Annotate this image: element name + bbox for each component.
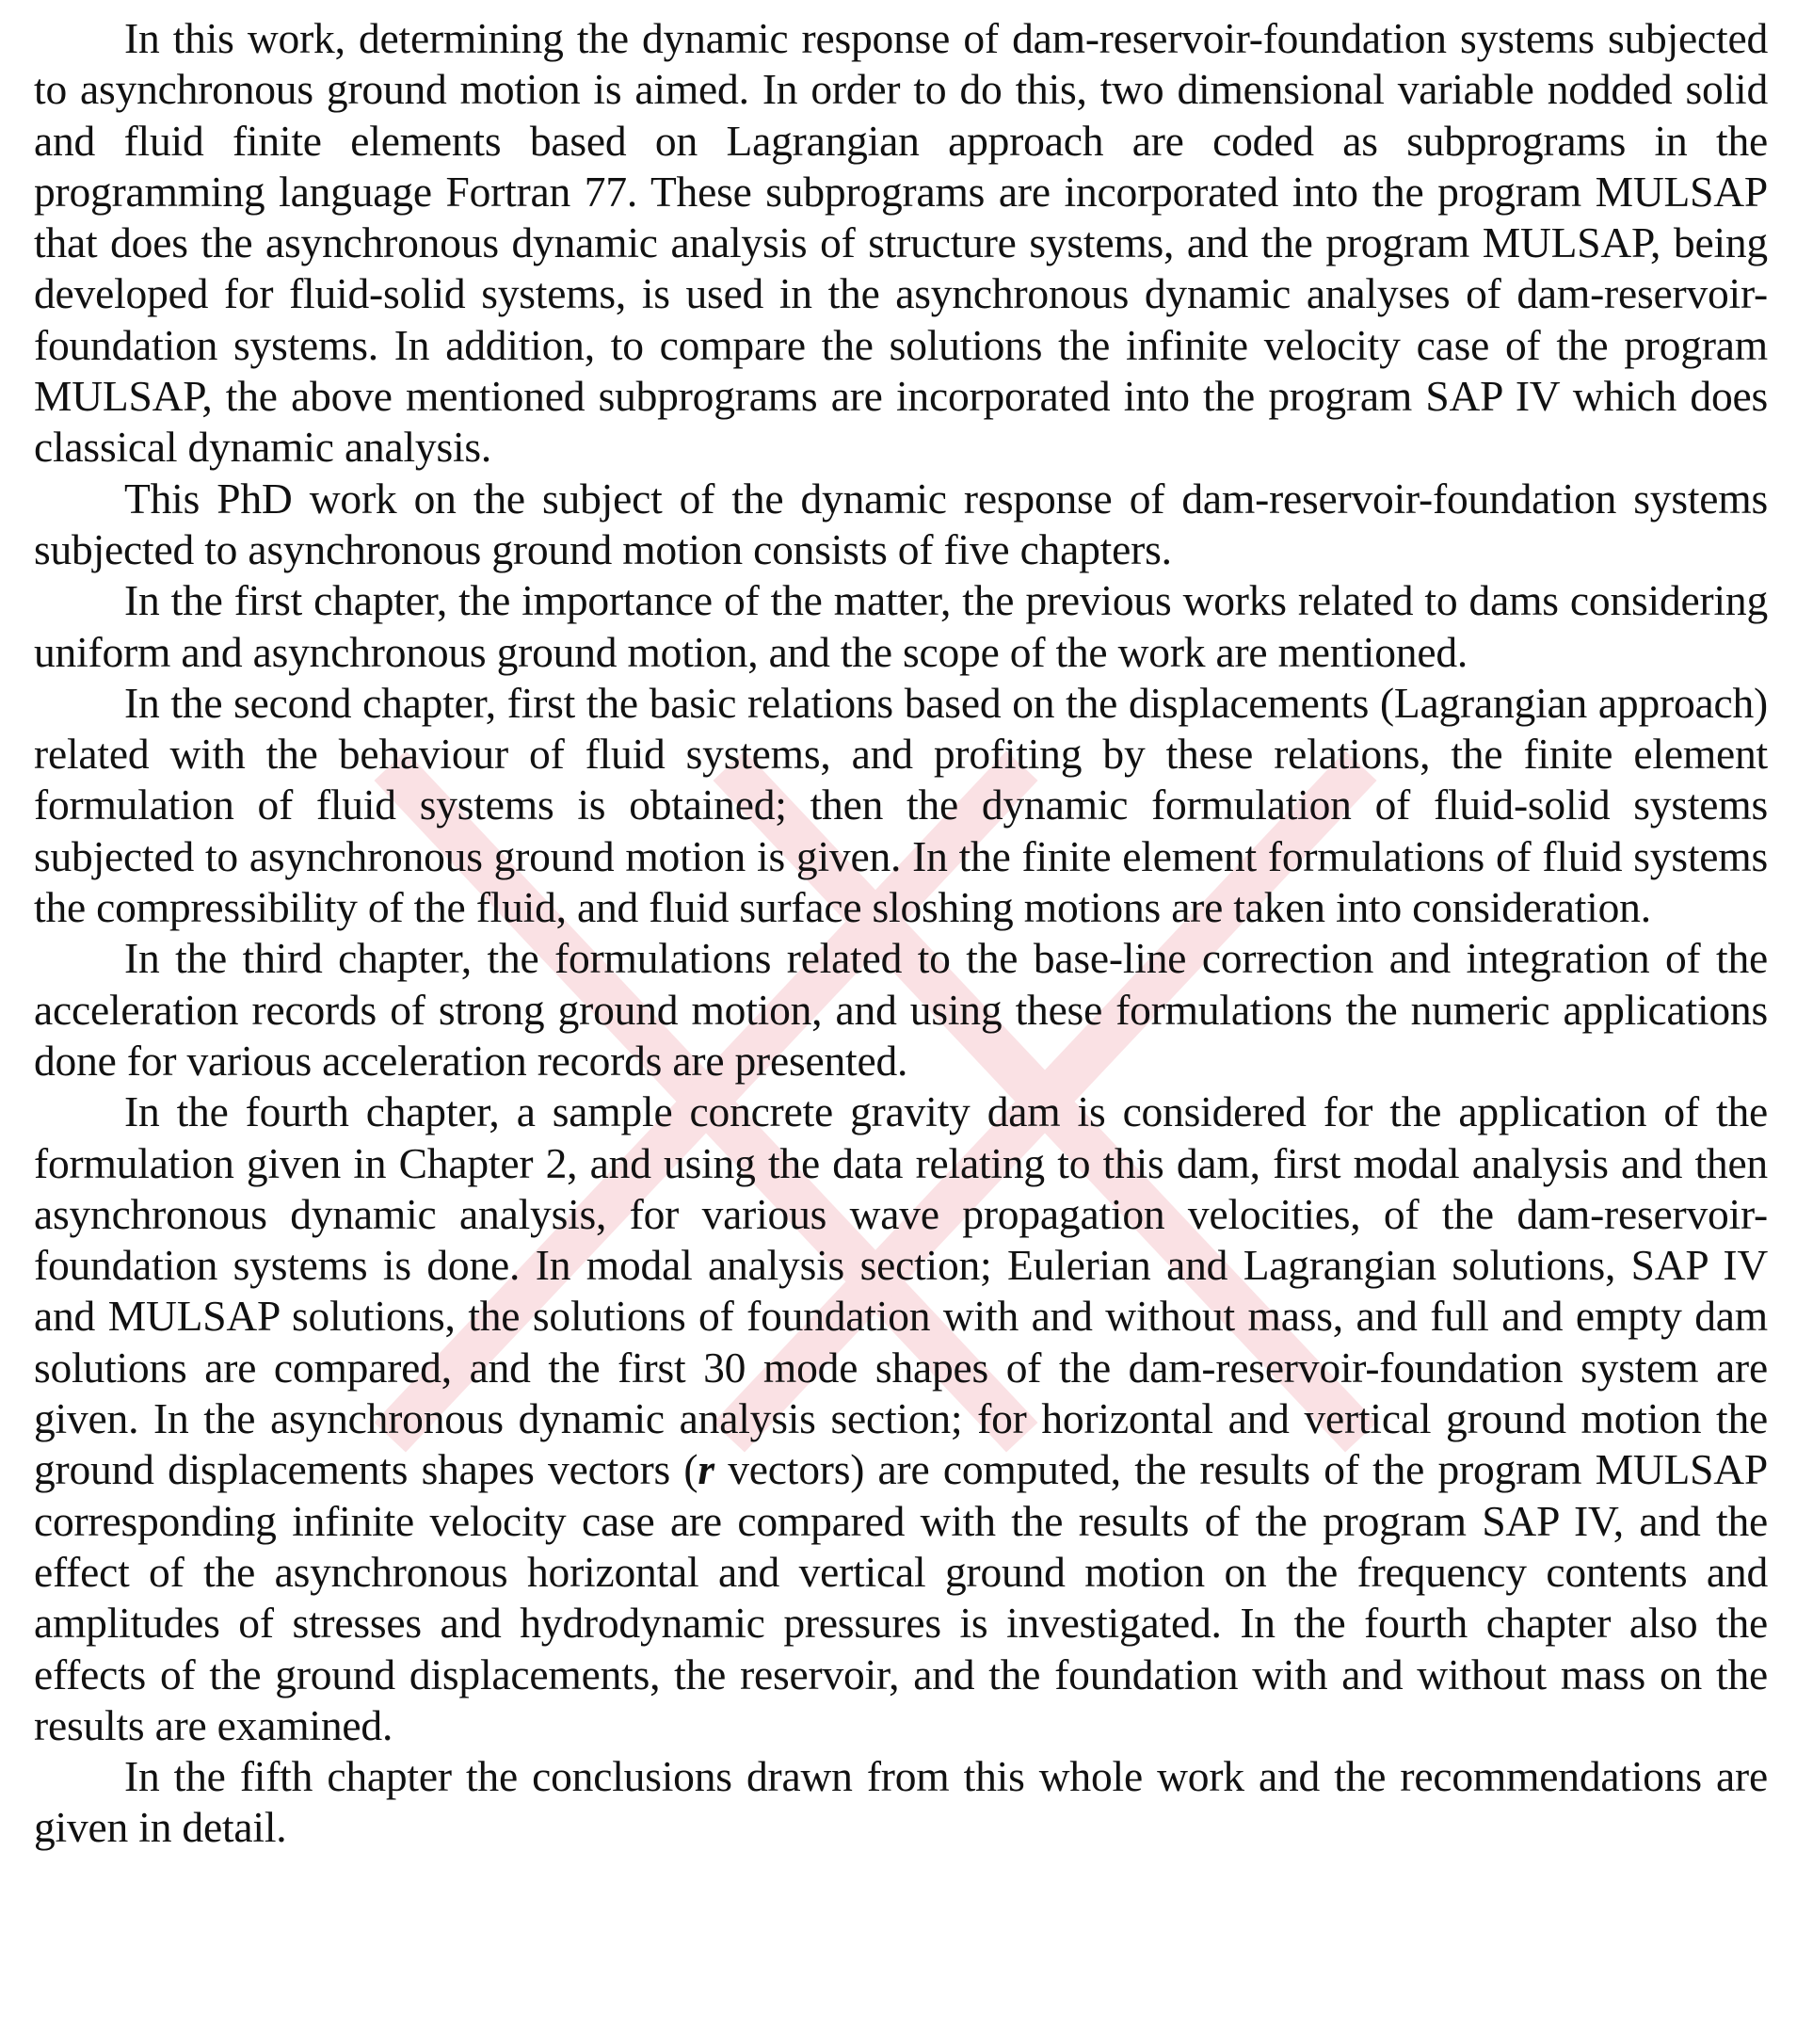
paragraph-intro: In this work, determining the dynamic response of dam-reservoir-foundation systems subjected to asynchronous ground motion is aimed. In order to do this, two dimensional variable nodded solid and fluid finite elements based on Lagrangian approach are coded as subprograms in the programming language Fortran 77. These subprograms are incorporated into the program MULSAP that does the asynchronous dynamic analysis of structure systems, and the program MULSAP, being developed for fluid-solid systems, is used in the asynchronous dynamic analyses of dam-reservoir-foundation systems. In addition, to compare the solutions the infinite velocity case of the program MULSAP, the above mentioned subprograms are incorporated into the program SAP IV which does classical dynamic analysis.	[34, 14, 1768, 472]
paragraph-chapter-3: In the third chapter, the formulations related to the base-line correction and integration of the acceleration records of strong ground motion, and using these formulations the numeric applications done for various acceleration records are presented.	[34, 934, 1768, 1085]
paragraph-chapter-4-part-1: In the fourth chapter, a sample concrete gravity dam is considered for the application of the formulation given in Chapter 2, and using the data relating to this dam, first modal analysis and then asynchronous dynamic analysis, for various wave propagation velocities, of the dam-reservoir-foundation systems is done. In modal analysis section; Eulerian and Lagrangian solutions, SAP IV and MULSAP solutions, the solutions of foundation with and without mass, and full and empty dam solutions are compared, and the first 30 mode shapes of the dam-reservoir-foundation system are given. In the asynchronous dynamic analysis section; for horizontal and vertical ground motion the ground displacements shapes vectors (	[34, 1087, 1768, 1494]
paragraph-chapter-2: In the second chapter, first the basic relations based on the displacements (Lagrangian approach) related with the behaviour of fluid systems, and profiting by these relations, the finite element formulation of fluid systems is obtained; then the dynamic formulation of fluid-solid systems subjected to asynchronous ground motion is given. In the finite element formulations of fluid systems the compressibility of the fluid, and fluid surface sloshing motions are taken into consideration.	[34, 678, 1768, 932]
r-vector-symbol: r	[698, 1445, 714, 1494]
abstract-text	[34, 13, 1768, 1854]
paragraph-chapter-4	[34, 1086, 1768, 1751]
paragraph-chapter-5: In the fifth chapter the conclusions drawn from this whole work and the recommendations are given in detail.	[34, 1752, 1768, 1852]
paragraph-chapter-1: In the first chapter, the importance of the matter, the previous works related to dams considering uniform and asynchronous ground motion, and the scope of the work are mentioned.	[34, 576, 1768, 676]
paragraph-chapter-4-part-2: vectors) are computed, the results of the program MULSAP corresponding infinite velocity case are compared with the results of the program SAP IV, and the effect of the asynchronous horizontal and vertical ground motion on the frequency contents and amplitudes of stresses and hydrodynamic pressures is investigated. In the fourth chapter also the effects of the ground displacements, the reservoir, and the foundation with and without mass on the results are examined.	[34, 1445, 1768, 1749]
paragraph-overview: This PhD work on the subject of the dynamic response of dam-reservoir-foundation systems subjected to asynchronous ground motion consists of five chapters.	[34, 474, 1768, 573]
